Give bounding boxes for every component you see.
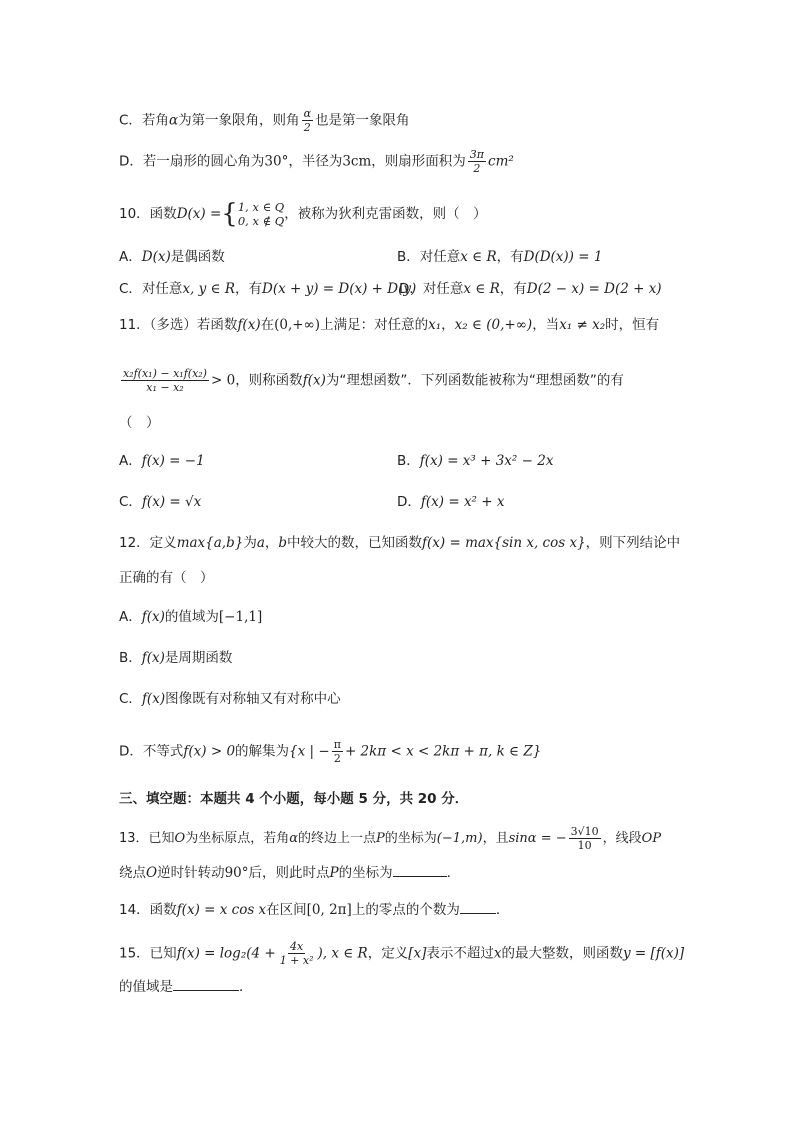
q10-b-text: ，有 (496, 249, 524, 265)
q13-frac-den: 10 (577, 839, 592, 852)
q9-d-frac-den: 2 (473, 162, 481, 175)
q11-frac-num: x₂f(x₁) − x₁f(x₂) (123, 367, 207, 380)
q15-bracket: [x] (408, 945, 427, 962)
q11-text-5: 时，恒有 (605, 317, 660, 333)
q11-paren (119, 413, 160, 433)
q15-line-2 (119, 976, 253, 997)
q9-c-alpha: α (168, 112, 179, 129)
q11-stem-line-2 (119, 367, 624, 394)
q9-d-angle: 30° (264, 153, 289, 170)
q11-d-math: f(x) = x² + x (420, 494, 505, 510)
q13-text-7: 绕点 (119, 865, 146, 881)
q11-option-c (119, 492, 201, 512)
q10-d-text: ，有 (499, 281, 527, 297)
q12-d-label: D．不等式 (119, 743, 184, 760)
q11-b-math: f(x) = x³ + 3x² − 2x (419, 453, 554, 469)
q10-text-1: 10．函数 (119, 206, 177, 222)
q13-frac-num: 3√10 (570, 825, 599, 838)
q10-option-a (119, 247, 225, 267)
q11-text-2: 在 (260, 317, 275, 333)
q13-o: O (174, 831, 186, 846)
q15-text-3: 表示不超过 (426, 945, 494, 962)
q13-text-5: ，且 (482, 831, 509, 846)
q13-deg: 90° (224, 865, 249, 881)
q12-text-6: 正确的有（ ） (119, 570, 214, 586)
q12-a: a (256, 535, 265, 551)
q9-c-fraction (302, 107, 313, 134)
q12-text-4: 中较大的数，已知函数 (287, 535, 423, 551)
q11-interval: (0,+∞) (274, 317, 321, 333)
q15-fraction (278, 940, 316, 967)
q13-text-4: 的坐标为 (384, 831, 437, 846)
q10-d-math-1: x ∈ R (463, 281, 500, 297)
q12-text-5: ，则下列结论中 (585, 535, 681, 551)
q13-text-9: 后，则此时点 (248, 865, 330, 881)
q10-c-text: ，有 (235, 281, 263, 297)
q10-option-d (399, 279, 662, 299)
q11-option-d (397, 492, 504, 512)
q9-d-radius: 3cm (342, 153, 372, 170)
q9-c-frac-num: α (303, 107, 311, 120)
q10-function: D(x) = (176, 206, 222, 222)
q14-text-3: 上的零点的个数为 (351, 902, 460, 918)
q12-c-text: 图像既有对称轴又有对称中心 (165, 691, 341, 707)
q14-end: ． (495, 902, 510, 918)
q15-text-2: ，定义 (367, 945, 409, 962)
q11-text-1: 11．（多选）若函数 (119, 317, 238, 333)
q13-o-2: O (146, 865, 158, 881)
q13-sin: sinα = − (508, 831, 567, 846)
q10-case-1: 1, x ∈ Q (237, 200, 285, 214)
q13-text-6: ，线段 (602, 831, 642, 846)
q11-text-4: ，当 (532, 317, 560, 333)
q12-a-math: f(x) (141, 609, 165, 625)
q10-a-text: 是偶函数 (170, 249, 225, 265)
q12-stem-line-2 (119, 568, 214, 588)
q12-c-math: f(x) (141, 691, 166, 707)
q10-d-label: D．对任意 (399, 281, 464, 297)
q12-d-fraction (332, 738, 343, 765)
q13-p: P (376, 831, 385, 846)
q11-d-label: D． (397, 494, 421, 510)
q12-a-label: A． (119, 609, 142, 625)
q14-function: f(x) = x cos x (176, 902, 267, 918)
q9-c-text-3: 也是第一象限角 (315, 112, 410, 129)
q15-answer-blank[interactable] (173, 976, 239, 991)
q12-b: b (278, 535, 288, 551)
q12-a-text: 的值域为 (164, 609, 219, 625)
q15-function-2: ), x ∈ R (317, 945, 368, 962)
q12-a-range: [−1,1] (218, 609, 263, 625)
q12-max: max{a,b} (176, 535, 244, 551)
q15-x: x (493, 945, 502, 962)
q12-function: f(x) = max{sin x, cos x} (422, 535, 586, 551)
q12-d-set-1: {x | − (289, 743, 330, 760)
q14-line (119, 899, 509, 920)
q10-a-label: A． (119, 249, 142, 265)
q10-cases (238, 200, 284, 228)
q13-line-1 (119, 825, 661, 852)
q11-f: f(x) (237, 317, 261, 333)
q12-stem-line-1 (119, 533, 680, 553)
q12-d-frac-den: 2 (333, 752, 341, 765)
q11-text-7: 为“理想函数”．下列函数能被称为“理想函数”的有 (325, 372, 624, 389)
section-3-title (119, 789, 468, 809)
q12-c-label: C． (119, 691, 142, 707)
q14-text-1: 14．函数 (119, 902, 177, 918)
q12-option-b (119, 648, 232, 668)
q15-frac-num: 4x (290, 940, 304, 953)
q13-text-10: 的坐标为 (338, 865, 393, 881)
q15-text-4: 的最大整数，则函数 (501, 945, 623, 962)
q13-coord: (−1,m) (436, 831, 483, 846)
q10-c-math-1: x, y ∈ R (182, 281, 236, 297)
q9-d-text-2: ，半径为 (288, 153, 343, 170)
q13-text-2: 为坐标原点，若角 (185, 831, 290, 846)
q10-c-math-2: D(x + y) = D(x) + D(y) (262, 281, 417, 297)
q11-text-6: ，则称函数 (235, 372, 303, 389)
q15-function-1: f(x) = log₂(4 + (176, 945, 276, 962)
q11-frac-den: x₁ − x₂ (146, 381, 184, 394)
q13-p-2: P (329, 865, 339, 881)
q9-d-frac-num: 3π (469, 148, 485, 161)
q12-text-1: 12．定义 (119, 535, 177, 551)
q11-a-label: A． (119, 453, 142, 469)
q11-fraction (121, 367, 209, 394)
q13-fraction (569, 825, 601, 852)
q12-text-2: 为 (243, 535, 257, 551)
q11-x1: x₁ (428, 317, 442, 333)
q10-option-c (119, 279, 416, 299)
q9-c-frac-den: 2 (303, 121, 311, 134)
q15-end: ． (239, 979, 253, 995)
q14-answer-blank[interactable] (460, 899, 496, 914)
q13-text-3: 的终边上一点 (298, 831, 377, 846)
q9-c-text-2: 为第一象限角，则角 (178, 112, 300, 129)
q9-c-text-1: C．若角 (119, 112, 169, 129)
q13-alpha: α (289, 831, 299, 846)
q10-b-label: B．对任意 (397, 249, 461, 265)
q12-d-text: 的解集为 (235, 743, 290, 760)
q10-b-math-1: x ∈ R (460, 249, 497, 265)
q9-d-text-1: D．若一扇形的圆心角为 (119, 153, 265, 170)
q12-b-text: 是周期函数 (164, 650, 233, 666)
q12-option-c (119, 689, 341, 709)
q9-d-fraction (468, 148, 486, 175)
q11-option-a (119, 451, 205, 471)
q15-frac-den: 1 + x² (279, 954, 314, 967)
q11-x2: x₂ ∈ (0,+∞) (454, 317, 533, 333)
q13-text-1: 13．已知 (119, 831, 175, 846)
q11-c-label: C． (119, 494, 142, 510)
q12-d-set-2: + 2kπ < x < 2kπ + π, k ∈ Z} (344, 743, 542, 760)
q12-b-label: B． (119, 650, 142, 666)
q13-end: ． (446, 865, 461, 881)
q15-text-5: 的值域是 (119, 979, 173, 995)
q15-y: y = [f(x)] (623, 945, 685, 962)
q9-d-text-3: ，则扇形面积为 (371, 153, 466, 170)
q11-a-math: f(x) = −1 (141, 453, 205, 469)
q9-option-c (119, 107, 410, 134)
q15-line-1 (119, 940, 684, 967)
q9-option-d (119, 148, 514, 175)
q10-b-math-2: D(D(x)) = 1 (523, 249, 603, 265)
q12-d-math: f(x) > 0 (183, 743, 236, 760)
q11-neq: x₁ ≠ x₂ (559, 317, 606, 333)
q10-c-label: C．对任意 (119, 281, 183, 297)
q14-interval: [0, 2π] (306, 902, 352, 918)
q11-option-b (397, 451, 553, 471)
q12-option-d (119, 738, 541, 765)
q14-text-2: 在区间 (266, 902, 307, 918)
q13-line-2 (119, 862, 460, 883)
q11-sep: ， (441, 317, 455, 333)
q11-b-label: B． (397, 453, 420, 469)
q11-stem-line-1 (119, 315, 659, 335)
q11-f-2: f(x) (302, 372, 326, 389)
q13-answer-blank[interactable] (393, 862, 447, 877)
q13-op: OP (641, 831, 662, 846)
q12-d-frac-num: π (333, 738, 341, 751)
q10-brace: { (221, 199, 238, 229)
q10-d-math-2: D(2 − x) = D(2 + x) (526, 281, 662, 297)
q10-option-b (397, 247, 602, 267)
q11-c-math: f(x) = √x (141, 494, 202, 510)
q12-option-a (119, 607, 262, 627)
section-3-title-text: 三、填空题：本题共 4 个小题，每小题 5 分，共 20 分． (119, 791, 469, 807)
q11-paren-text: （ ） (119, 415, 160, 431)
q12-text-3: ， (264, 535, 279, 551)
q13-text-8: 逆时针转动 (157, 865, 225, 881)
q11-gt: > 0 (210, 372, 236, 389)
q9-d-unit: cm² (488, 153, 514, 170)
q10-text-2: ，被称为狄利克雷函数，则（ ） (284, 206, 487, 222)
q12-b-math: f(x) (141, 650, 165, 666)
q10-a-math: D(x) (141, 249, 171, 265)
q10-stem (119, 200, 487, 228)
q15-text-1: 15．已知 (119, 945, 177, 962)
q11-text-3: 上满足：对任意的 (320, 317, 429, 333)
q10-case-2: 0, x ∉ Q (237, 214, 285, 228)
